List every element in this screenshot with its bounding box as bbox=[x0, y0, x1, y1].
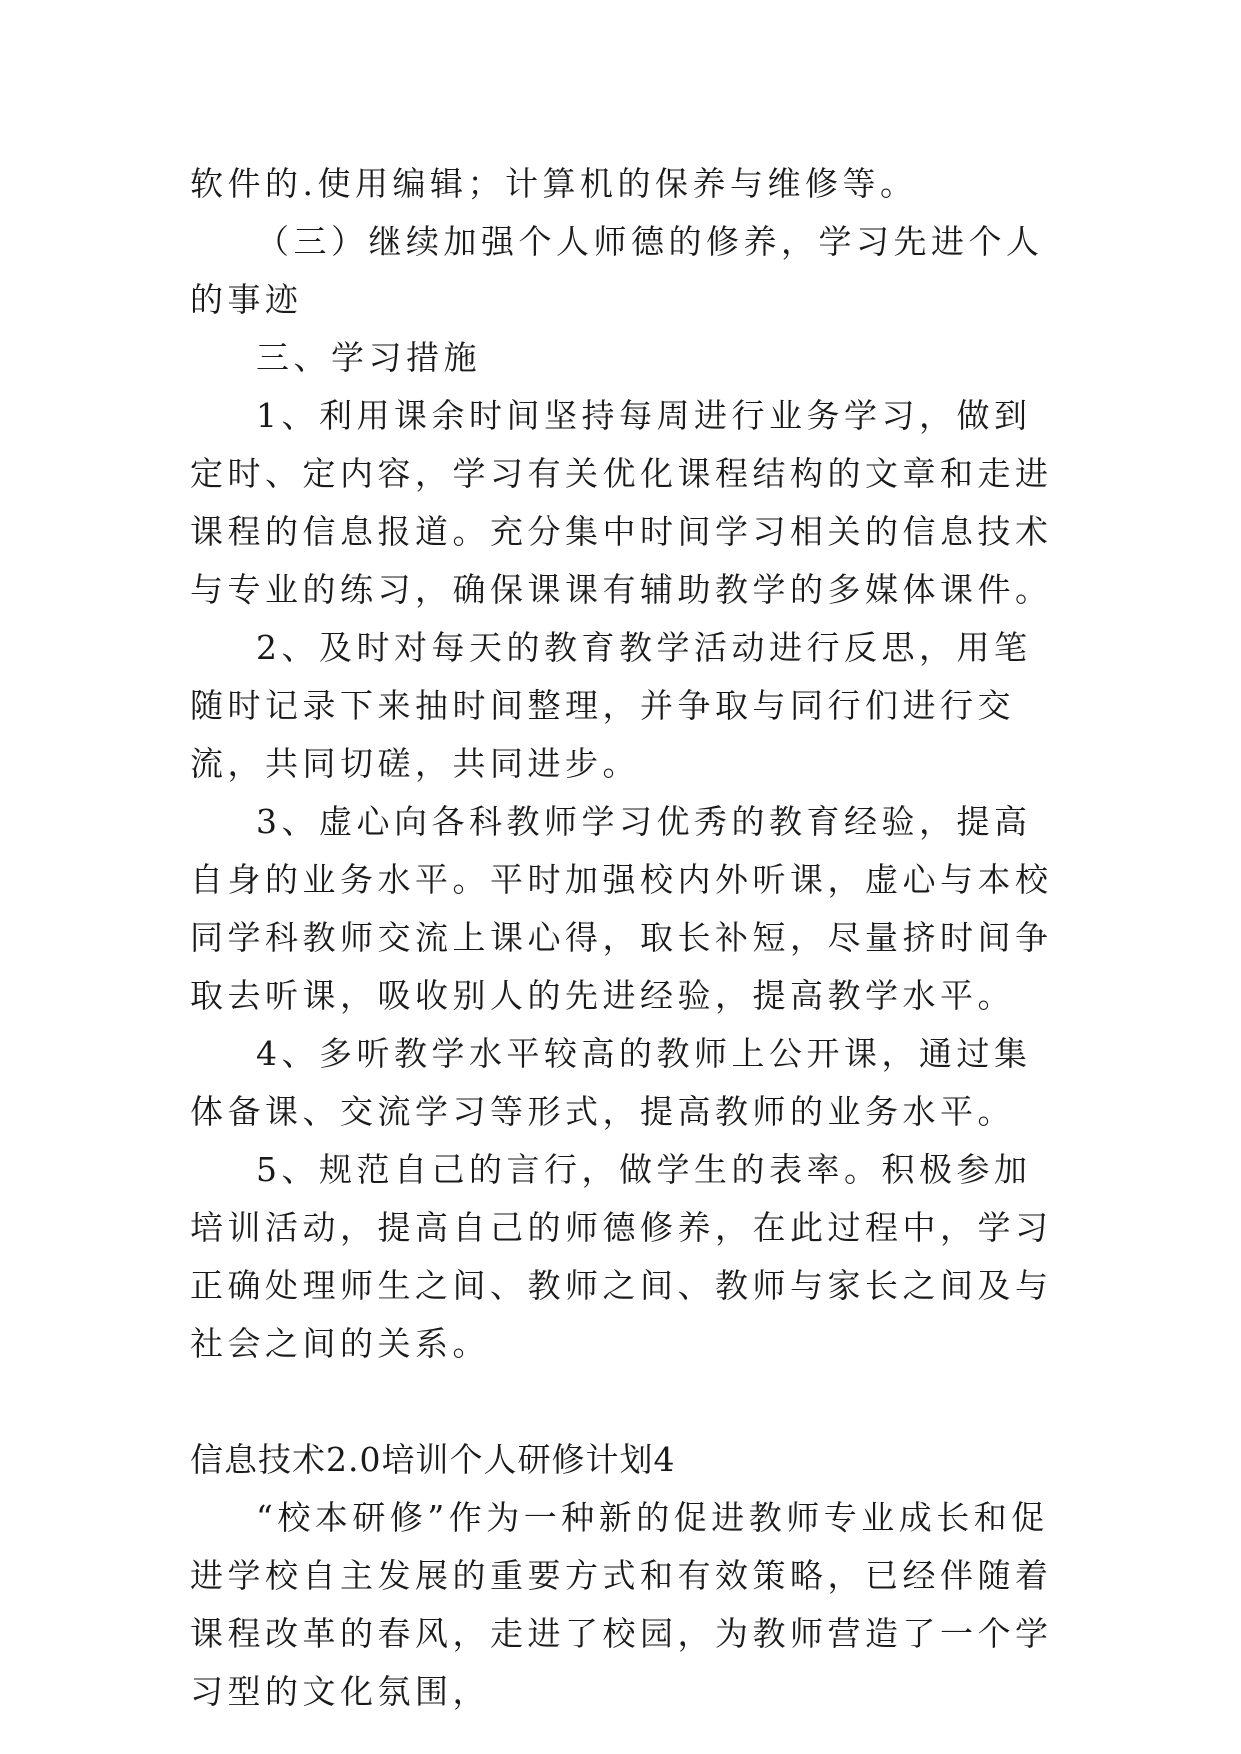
section-spacer bbox=[190, 1373, 1062, 1431]
measure-item-3: 3、虚心向各科教师学习优秀的教育经验，提高自身的业务水平。平时加强校内外听课，虚心与本校同学科教师交流上课心得，取长补短，尽量挤时间争取去听课，吸收别人的先进经验，提高教学水平。 bbox=[190, 802, 1053, 1015]
measure-item-2: 2、及时对每天的教育教学活动进行反思，用笔随时记录下来抽时间整理，并争取与同行们进行交流，共同切磋，共同进步。 bbox=[190, 628, 1032, 783]
paragraph-ethics: （三）继续加强个人师德的修养，学习先进个人的事迹 bbox=[190, 222, 1044, 319]
section-intro-paragraph: “校本研修”作为一种新的促进教师专业成长和促进学校自主发展的重要方式和有效策略，已经伴随着课程改革的春风，走进了校园，为教师营造了一个学习型的文化氛围， bbox=[190, 1498, 1053, 1711]
section-title: 信息技术2.0培训个人研修计划4 bbox=[190, 1440, 676, 1479]
measure-item-1: 1、利用课余时间坚持每周进行业务学习，做到定时、定内容，学习有关优化课程结构的文章和走进课程的信息报道。充分集中时间学习相关的信息技术与专业的练习，确保课课有辅助教学的多媒体课件。 bbox=[190, 396, 1053, 609]
measure-item-5: 5、规范自己的言行，做学生的表率。积极参加培训活动，提高自己的师德修养，在此过程中，学习正确处理师生之间、教师之间、教师与家长之间及与社会之间的关系。 bbox=[190, 1150, 1053, 1363]
measure-item-4: 4、多听教学水平较高的教师上公开课，通过集体备课、交流学习等形式，提高教师的业务水平。 bbox=[190, 1034, 1032, 1131]
section-heading-measures: 三、学习措施 bbox=[256, 338, 481, 377]
document-body bbox=[190, 155, 1062, 1721]
paragraph-continuation: 软件的.使用编辑；计算机的保养与维修等。 bbox=[190, 164, 918, 203]
